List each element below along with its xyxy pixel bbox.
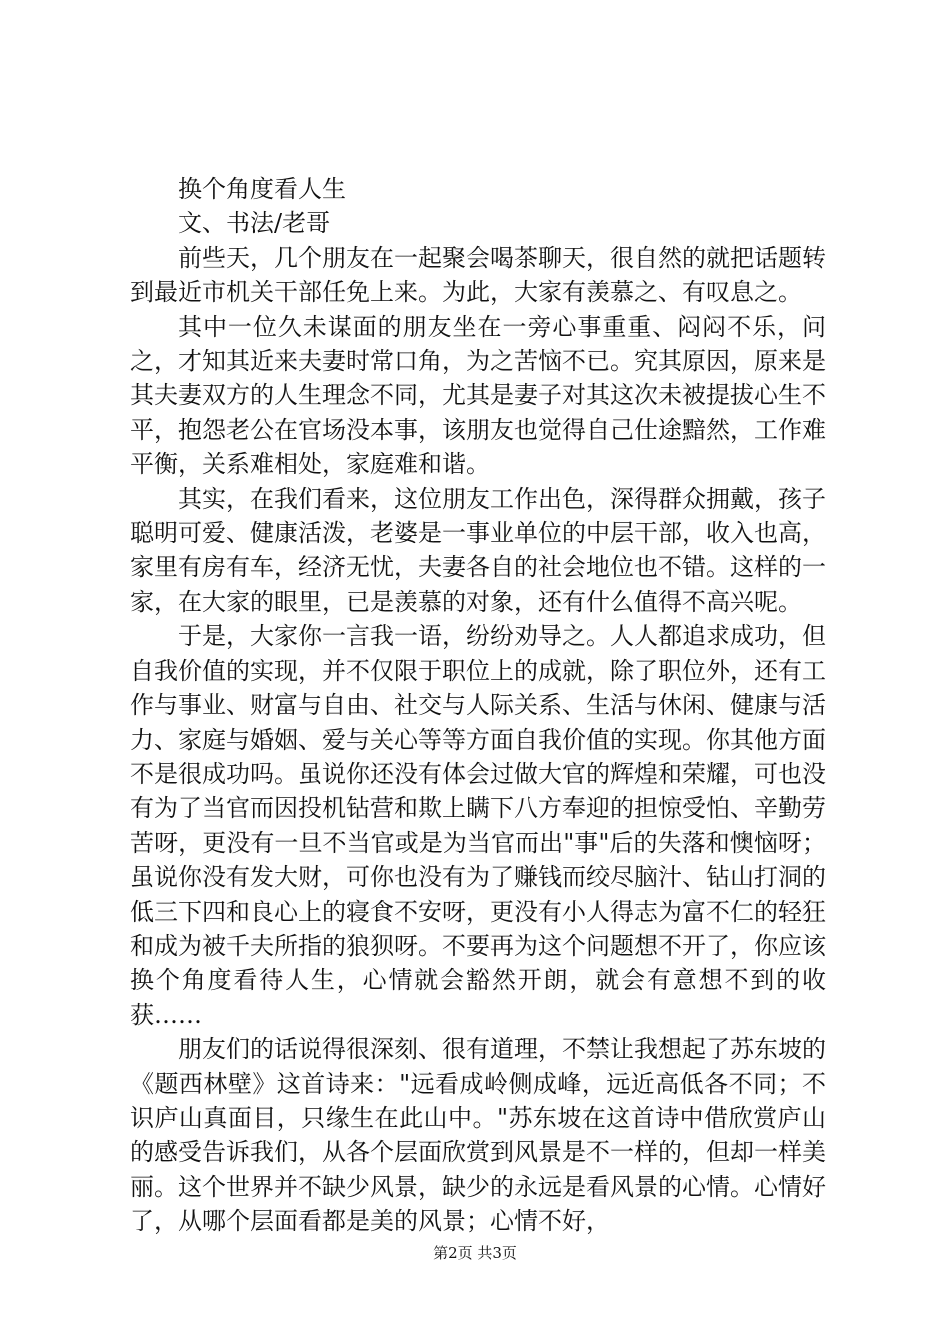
paragraph-3: 其实，在我们看来，这位朋友工作出色，深得群众拥戴，孩子聪明可爱、健康活泼，老婆是一事业单位的中层干部，收入也高，家里有房有车，经济无忧，夫妻各自的社会地位也不错。这样的一家，在大家的眼里，已是羡慕的对象，还有什么值得不高兴呢。 (130, 484, 826, 616)
document-title: 换个角度看人生 (178, 175, 346, 203)
paragraph-5: 朋友们的话说得很深刻、很有道理，不禁让我想起了苏东坡的《题西林壁》这首诗来："远看成岭侧成峰，远近高低各不同；不识庐山真面目，只缘生在此山中。"苏东坡在这首诗中借欣赏庐山的感受告诉我们，从各个层面欣赏到风景是不一样的，但却一样美丽。这个世界并不缺少风景，缺少的永远是看风景的心情。心情好了，从哪个层面看都是美的风景；心情不好， (130, 1035, 826, 1236)
paragraph-2: 其中一位久未谋面的朋友坐在一旁心事重重、闷闷不乐，问之，才知其近来夫妻时常口角，为之苦恼不已。究其原因，原来是其夫妻双方的人生理念不同，尤其是妻子对其这次未被提拔心生不平，抱怨老公在官场没本事，该朋友也觉得自己仕途黯然，工作难平衡，关系难相处，家庭难和谐。 (130, 312, 826, 479)
page-number-footer: 第2页 共3页 (433, 1244, 517, 1262)
document-body (130, 172, 826, 1239)
paragraph-4: 于是，大家你一言我一语，纷纷劝导之。人人都追求成功，但自我价值的实现，并不仅限于职位上的成就，除了职位外，还有工作与事业、财富与自由、社交与人际关系、生活与休闲、健康与活力、家庭与婚姻、爱与关心等等方面自我价值的实现。你其他方面不是很成功吗。虽说你还没有体会过做大官的辉煌和荣耀，可也没有为了当官而因投机钻营和欺上瞒下八方奉迎的担惊受怕、辛勤劳苦呀，更没有一旦不当官或是为当官而出"事"后的失落和懊恼呀；虽说你没有发大财，可你也没有为了赚钱而绞尽脑汁、钻山打洞的低三下四和良心上的寝食不安呀，更没有小人得志为富不仁的轻狂和成为被千夫所指的狼狈呀。不要再为这个问题想不开了，你应该换个角度看待人生，心情就会豁然开朗，就会有意想不到的收获…… (130, 622, 826, 1029)
document-byline: 文、书法/老哥 (178, 209, 331, 238)
paragraph-1: 前些天，几个朋友在一起聚会喝茶聊天，很自然的就把话题转到最近市机关干部任免上来。为此，大家有羡慕之、有叹息之。 (130, 243, 826, 307)
